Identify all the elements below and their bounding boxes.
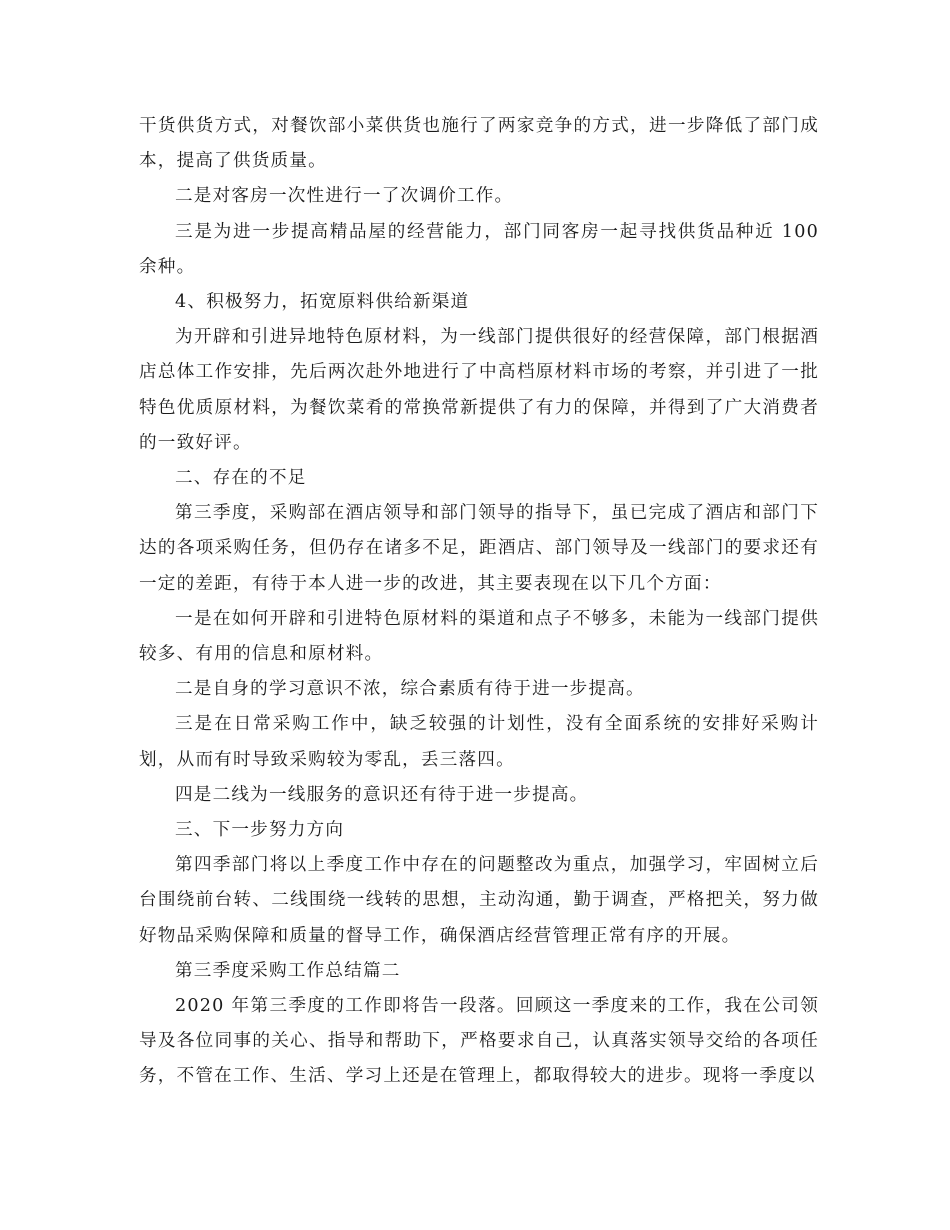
paragraph-shortcoming-three: 三是在日常采购工作中，缺乏较强的计划性，没有全面系统的安排好采购计划，从而有时导致采购较为零乱，丢三落四。 [139,714,819,770]
paragraph-shortcoming-four: 四是二线为一线服务的意识还有待于进一步提高。 [175,784,589,805]
paragraph-continuation: 干货供货方式，对餐饮部小菜供货也施行了两家竞争的方式，进一步降低了部门成本，提高了供货质量。 [139,116,819,172]
paragraph-boutique-supply: 三是为进一步提高精品屋的经营能力，部门同客房一起寻找供货品种近 100 余种。 [139,221,819,277]
section-heading-new-channels: 4、积极努力，拓宽原料供给新渠道 [175,292,470,313]
paragraph-shortcoming-one: 一是在如何开辟和引进特色原材料的渠道和点子不够多，未能为一线部门提供较多、有用的信息和原材料。 [139,608,819,665]
paragraph-shortcomings-intro: 第三季度，采购部在酒店领导和部门领导的指导下，虽已完成了酒店和部门下达的各项采购任务，但仍存在诸多不足，距酒店、部门领导及一线部门的要求还有一定的差距，有待于本人进一步的改进，其主要表现在以下几个方面： [139,503,819,594]
section-heading-part-two: 第三季度采购工作总结篇二 [175,960,401,981]
paragraph-part-two-intro: 2020 年第三季度的工作即将告一段落。回顾这一季度来的工作，我在公司领导及各位同事的关心、指导和帮助下，严格要求自己，认真落实领导交给的各项任务，不管在工作、生活、学习上还是在管理上，都取得较大的进步。现将一季度以 [139,996,819,1087]
section-heading-next-steps: 三、下一步努力方向 [175,820,345,841]
document-body [139,109,819,1095]
paragraph-special-materials: 为开辟和引进异地特色原材料，为一线部门提供很好的经营保障，部门根据酒店总体工作安排，先后两次赴外地进行了中高档原材料市场的考察，并引进了一批特色优质原材料，为餐饮菜肴的常换常新提供了有力的保障，并得到了广大消费者的一致好评。 [139,327,819,453]
paragraph-shortcoming-two: 二是自身的学习意识不浓，综合素质有待于进一步提高。 [175,679,645,700]
paragraph-price-adjustment: 二是对客房一次性进行一了次调价工作。 [175,186,514,207]
section-heading-shortcomings: 二、存在的不足 [175,468,307,489]
paragraph-next-steps: 第四季部门将以上季度工作中存在的问题整改为重点，加强学习，牢固树立后台围绕前台转、二线围绕一线转的思想，主动沟通，勤于调查，严格把关，努力做好物品采购保障和质量的督导工作，确保酒店经营管理正常有序的开展。 [139,855,819,946]
